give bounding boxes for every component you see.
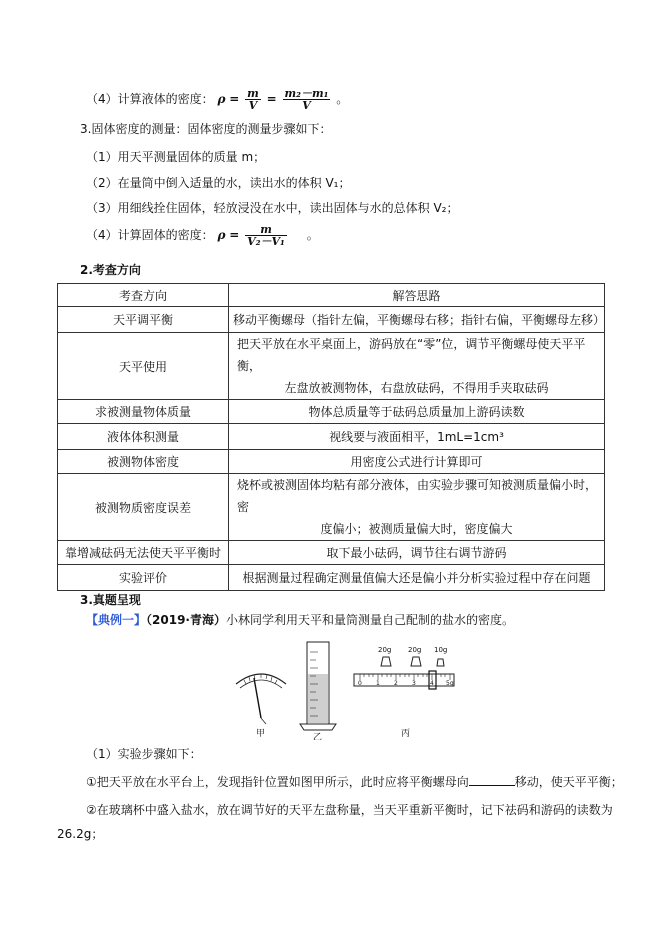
table-cell-topic: 液体体积测量 (58, 424, 229, 450)
example-source: （2019·青海） (146, 613, 226, 627)
heading-exam-directions: 2.考查方向 (80, 263, 141, 277)
experiment-figure (230, 640, 460, 740)
fraction-numerator: m (247, 87, 259, 100)
table-cell-line: 左盘放被测物体，右盘放砝码，不得用手夹取砝码 (284, 381, 549, 395)
ruler-tick-label: 5g (446, 680, 454, 687)
fraction-m-over-volume-diff (245, 224, 287, 247)
pointer-dial (236, 674, 286, 724)
label-yi: 乙 (313, 733, 323, 740)
table-header-cell: 解答思路 (229, 284, 605, 307)
answer-blank[interactable] (469, 774, 515, 786)
table-cell-answer: 移动平衡螺母（指针左偏，平衡螺母右移；指针右偏，平衡螺母左移） (229, 307, 605, 333)
fraction-denominator: V (302, 99, 311, 112)
equals-sign: = (229, 92, 240, 106)
q1-step1-text: ①把天平放在水平台上，发现指针位置如图甲所示，此时应将平衡螺母向 (86, 775, 469, 789)
q1-step1-text-end: 移动，使天平平衡； (514, 775, 623, 789)
example-intro (86, 612, 514, 628)
fraction-mass-diff-over-v (283, 88, 331, 111)
table-cell-answer: 物体总质量等于砝码总质量加上游码读数 (229, 400, 605, 424)
section3-intro: 3.固体密度的测量：固体密度的测量步骤如下： (80, 122, 332, 136)
heading-real-questions: 3.真题呈现 (80, 593, 141, 607)
table-row (58, 541, 605, 565)
q1-step1 (86, 774, 623, 790)
table-cell-topic: 靠增减砝码无法使天平平衡时 (58, 541, 229, 565)
table-cell-answer: 视线要与液面相平，1mL=1cm³ (229, 424, 605, 450)
ruler-tick-label: 4 (430, 680, 434, 687)
q1-step2: ②在玻璃杯中盛入盐水，放在调节好的天平左盘称量，当天平重新平衡时，记下祛码和游码的读数为 (86, 803, 613, 817)
example-tag: 【典例一】 (86, 613, 147, 627)
formula-suffix: 。 (336, 92, 349, 106)
table-cell-answer (229, 333, 605, 400)
rho-symbol: ρ (217, 92, 226, 106)
table-row (58, 424, 605, 450)
formula-solid (86, 222, 319, 248)
needle (254, 678, 261, 718)
table-cell-answer: 用密度公式进行计算即可 (229, 450, 605, 474)
weight-label: 20g (408, 646, 422, 654)
fraction-numerator: m₂－m₁ (284, 87, 329, 100)
table-cell-topic: 天平调平衡 (58, 307, 229, 333)
q1-step2-continued: 26.2g； (57, 827, 104, 841)
step-2: （2）在量筒中倒入适量的水，读出水的体积 V₁； (86, 176, 351, 190)
equals-sign: = (229, 228, 240, 242)
exam-direction-table (57, 283, 605, 591)
table-cell-line: 把天平放在水平桌面上，游码放在“零”位，调节平衡螺母使天平平衡， (237, 337, 586, 373)
table-row (58, 333, 605, 400)
label-jia: 甲 (256, 729, 266, 739)
table-cell-topic: 天平使用 (58, 333, 229, 400)
table-cell-answer (229, 474, 605, 541)
equals-sign: = (266, 92, 277, 106)
weights (378, 646, 447, 666)
ruler-tick-label: 0 (358, 680, 362, 687)
fraction-numerator: m (245, 224, 287, 236)
table-cell-topic: 被测物体密度 (58, 450, 229, 474)
ruler-tick-label: 1 (376, 680, 380, 687)
table-cell-line: 度偏小；被测质量偏大时，密度偏大 (320, 522, 513, 536)
example-text: 小林同学利用天平和量筒测量自己配制的盐水的密度。 (225, 613, 514, 627)
step-3: （3）用细线拴住固体，轻放浸没在水中，读出固体与水的总体积 V₂； (86, 201, 459, 215)
weight-label: 10g (434, 646, 448, 654)
table-row (58, 474, 605, 541)
table-cell-topic: 实验评价 (58, 565, 229, 591)
formula-solid-prefix: （4）计算固体的密度： (86, 228, 214, 242)
formula-liquid (86, 86, 348, 112)
q1-title: （1）实验步骤如下： (86, 747, 202, 761)
table-cell-topic: 被测物质密度误差 (58, 474, 229, 541)
fraction-denominator: V₂－V₁ (247, 235, 285, 248)
formula-liquid-prefix: （4）计算液体的密度： (86, 92, 214, 106)
rho-symbol: ρ (217, 228, 226, 242)
ruler-tick-label: 2 (394, 680, 398, 687)
table-row (58, 307, 605, 333)
table-row (58, 400, 605, 424)
fraction-m-over-v (245, 88, 261, 111)
table-cell-answer: 取下最小砝码，调节往右调节游码 (229, 541, 605, 565)
table-cell-line: 烧杯或被测固体均粘有部分液体，由实验步骤可知被测质量偏小时，密 (237, 478, 598, 514)
table-header-cell: 考查方向 (58, 284, 229, 307)
label-bing: 丙 (401, 729, 411, 739)
ruler-tick-label: 3 (412, 680, 416, 687)
fraction-denominator: V (248, 99, 258, 112)
weight-label: 20g (378, 646, 392, 654)
table-row (58, 565, 605, 591)
table-header-row (58, 284, 605, 307)
formula-suffix: 。 (306, 228, 319, 242)
table-row (58, 450, 605, 474)
step-1: （1）用天平测量固体的质量 m； (86, 150, 266, 164)
table-cell-answer: 根据测量过程确定测量值偏大还是偏小并分析实验过程中存在问题 (229, 565, 605, 591)
rider-scale (354, 671, 454, 689)
graduated-cylinder (300, 642, 336, 730)
table-cell-topic: 求被测量物体质量 (58, 400, 229, 424)
